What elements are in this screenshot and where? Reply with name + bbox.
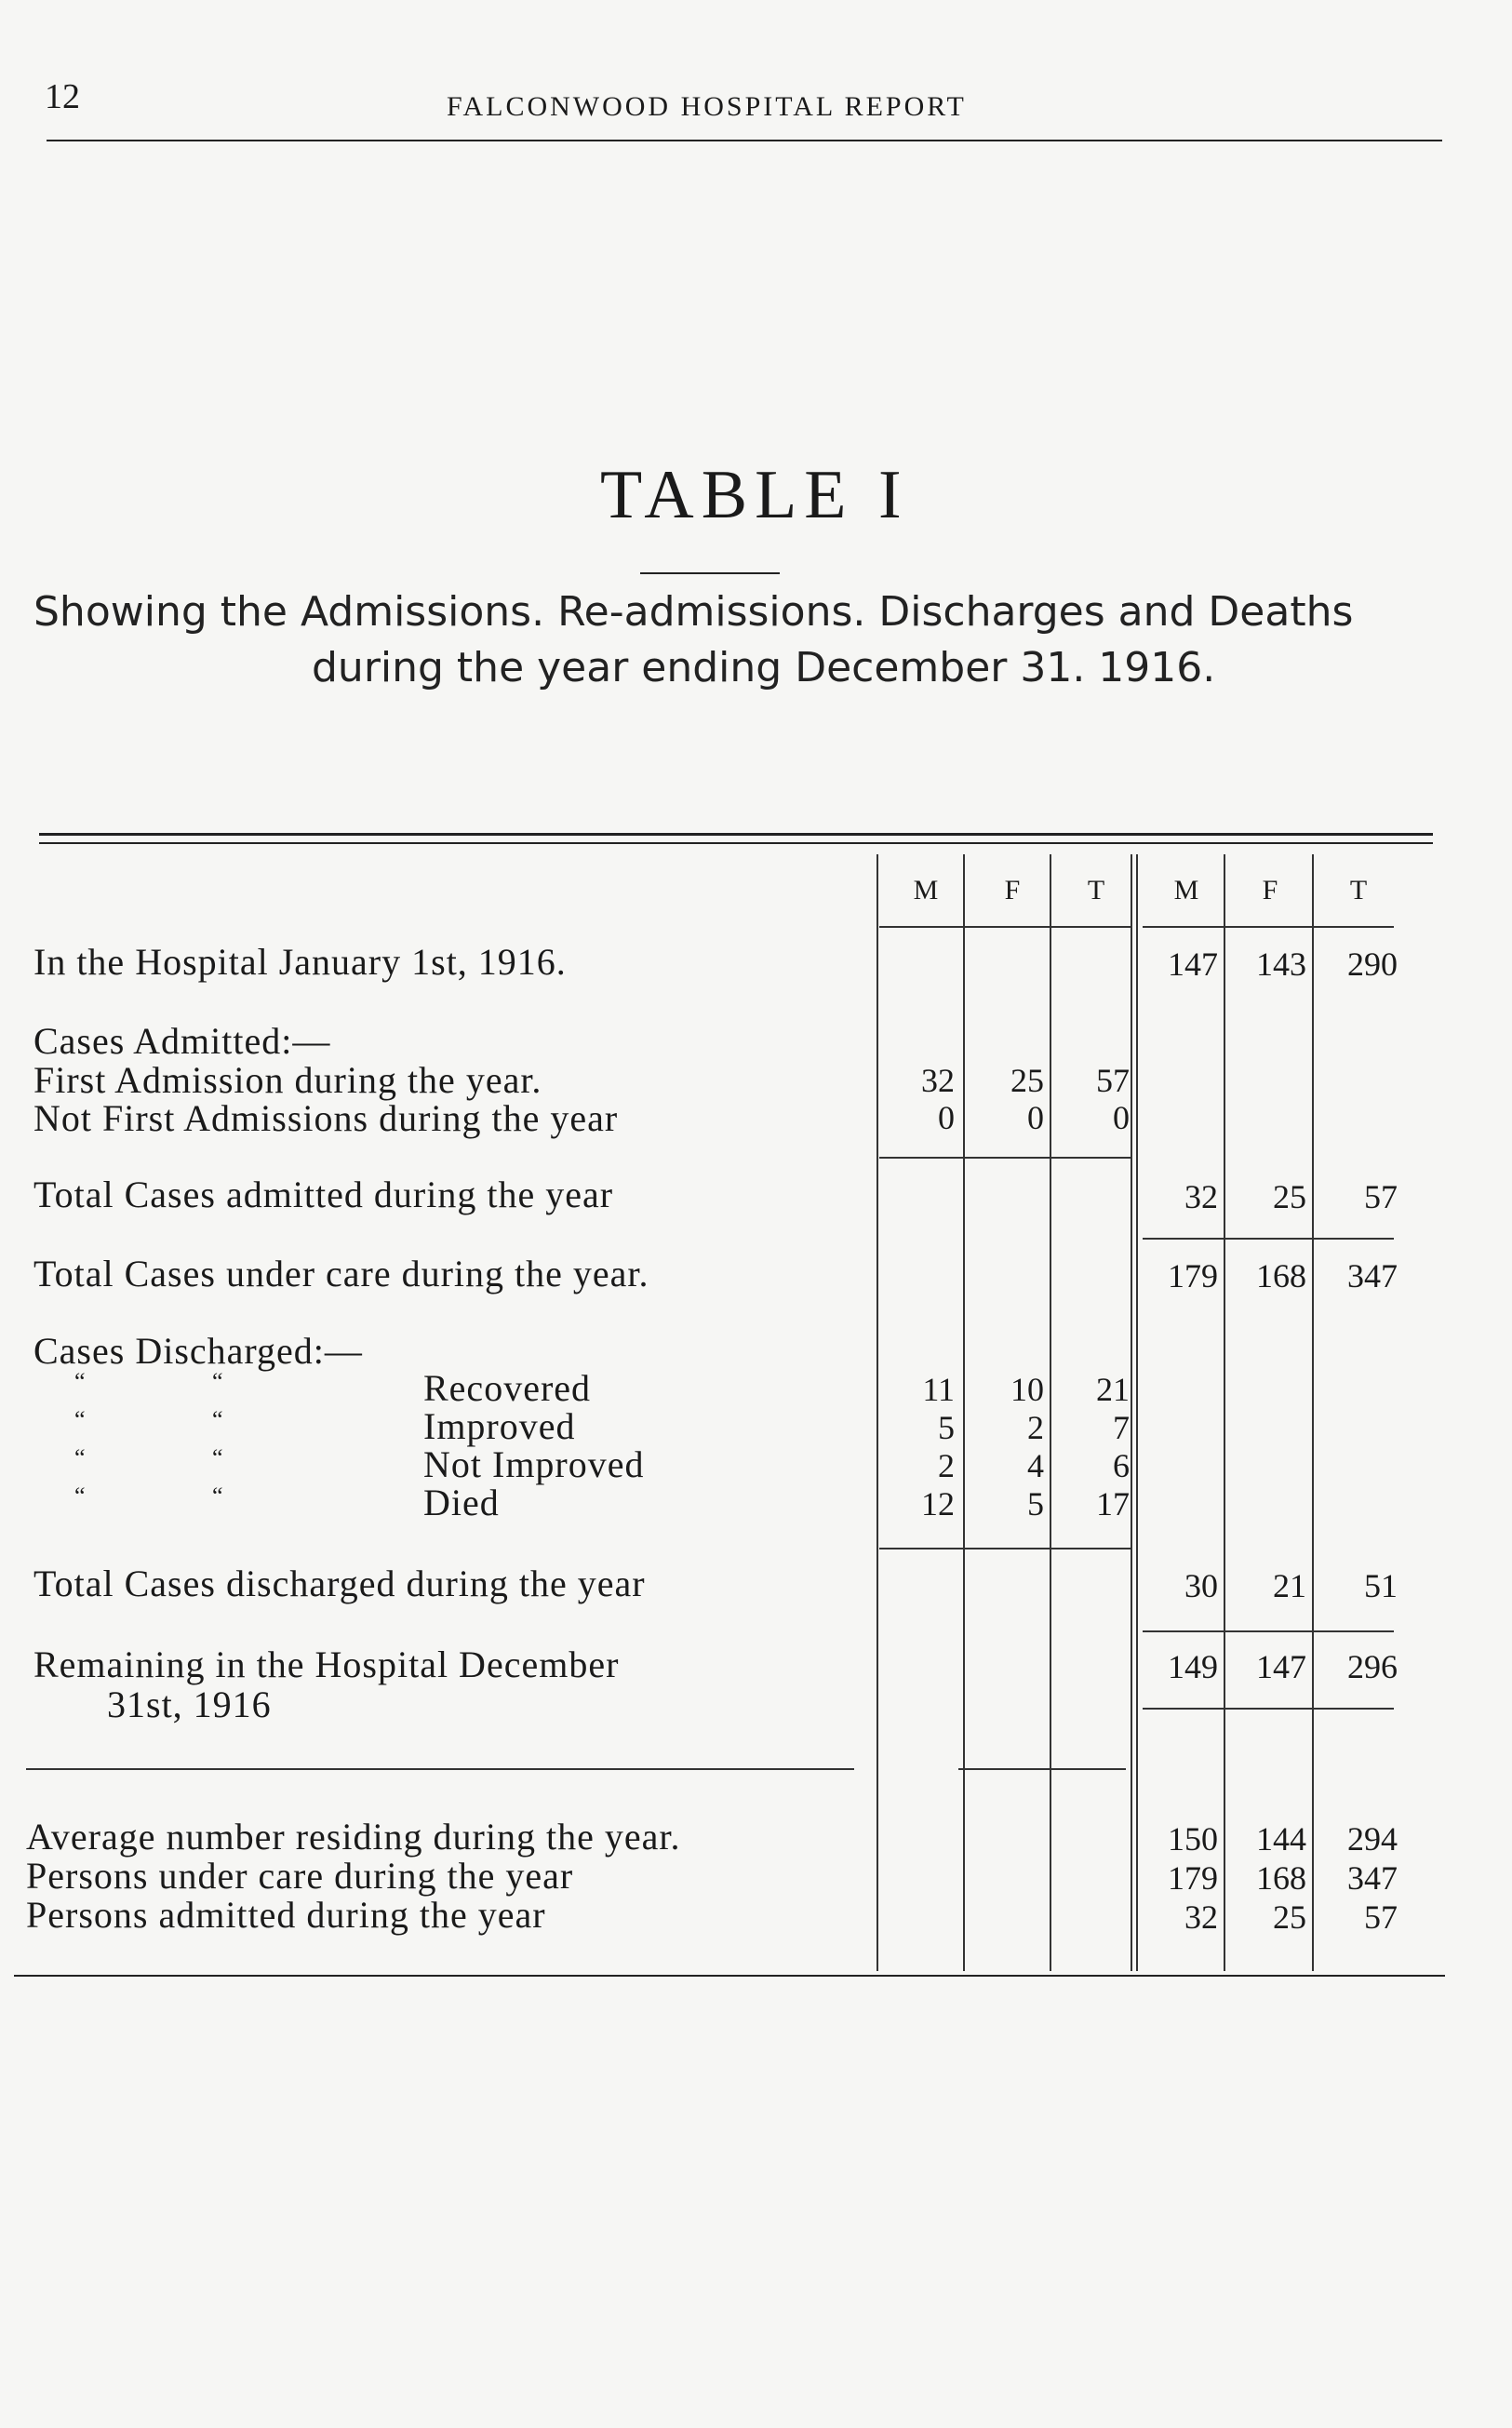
divider-averages-sub xyxy=(958,1768,1126,1770)
divider-averages xyxy=(26,1768,854,1770)
cell-not-improved-t: 6 xyxy=(1113,1447,1130,1484)
running-title: FALCONWOOD HOSPITAL REPORT xyxy=(447,91,967,122)
sub-rule-admitted xyxy=(879,1157,1131,1159)
row-label-first-admission: First Admission during the year. xyxy=(33,1059,542,1101)
cell-persons-admitted-t: 57 xyxy=(1364,1898,1398,1936)
cell-improved-m: 5 xyxy=(938,1409,955,1446)
cell-improved-f: 2 xyxy=(1027,1409,1044,1446)
cell-recovered-m: 11 xyxy=(922,1371,955,1408)
table-top-rule-2 xyxy=(39,842,1433,844)
cell-under-care-f: 168 xyxy=(1256,1257,1306,1294)
cell-remaining-m: 149 xyxy=(1168,1648,1218,1685)
row-label-total-discharged: Total Cases discharged during the year xyxy=(33,1563,646,1604)
cell-not-first-f: 0 xyxy=(1027,1099,1044,1136)
col-rule-4b xyxy=(1136,854,1138,1971)
cell-total-admitted-m: 32 xyxy=(1184,1178,1218,1215)
subtitle-line-2: during the year ending December 31. 1916. xyxy=(312,644,1216,691)
cell-under-care-m: 179 xyxy=(1168,1257,1218,1294)
row-label-total-admitted: Total Cases admitted during the year xyxy=(33,1174,614,1215)
cell-in-hospital-f: 143 xyxy=(1256,946,1306,983)
subtitle-line-1: Showing the Admissions. Re-admissions. Discharges and Deaths xyxy=(33,588,1354,636)
cell-first-admission-t: 57 xyxy=(1096,1062,1130,1099)
col-head-sub-m: M xyxy=(913,875,939,905)
ditto-mark: “ xyxy=(212,1406,223,1433)
cell-improved-t: 7 xyxy=(1113,1409,1130,1446)
cell-average-m: 150 xyxy=(1168,1820,1218,1858)
ditto-mark: “ xyxy=(212,1368,223,1395)
ditto-mark: “ xyxy=(212,1482,223,1509)
cell-total-admitted-t: 57 xyxy=(1364,1178,1398,1215)
cell-recovered-t: 21 xyxy=(1096,1371,1130,1408)
cell-average-f: 144 xyxy=(1256,1820,1306,1858)
cell-under-care-t: 347 xyxy=(1347,1257,1398,1294)
ditto-mark: “ xyxy=(74,1368,86,1395)
cell-recovered-f: 10 xyxy=(1010,1371,1044,1408)
row-label-persons-admitted: Persons admitted during the year xyxy=(26,1894,546,1936)
total-rule-admitted xyxy=(1143,1238,1394,1240)
cell-discharged-t: 51 xyxy=(1364,1567,1398,1604)
row-label-remaining-date: 31st, 1916 xyxy=(107,1684,272,1725)
ditto-mark: “ xyxy=(74,1406,86,1433)
col-rule-4 xyxy=(1131,854,1132,1971)
cell-in-hospital-t: 290 xyxy=(1347,946,1398,983)
cell-not-first-t: 0 xyxy=(1113,1099,1130,1136)
col-head-total-t: T xyxy=(1349,875,1368,905)
cell-remaining-t: 296 xyxy=(1347,1648,1398,1685)
cell-remaining-f: 147 xyxy=(1256,1648,1306,1685)
section-cases-admitted: Cases Admitted:— xyxy=(33,1020,331,1062)
cell-discharged-f: 21 xyxy=(1273,1567,1306,1604)
cell-first-admission-f: 25 xyxy=(1010,1062,1044,1099)
cell-average-t: 294 xyxy=(1347,1820,1398,1858)
col-rule-6 xyxy=(1312,854,1314,1971)
col-head-total-m: M xyxy=(1173,875,1199,905)
cell-died-m: 12 xyxy=(921,1485,955,1523)
cell-persons-admitted-f: 25 xyxy=(1273,1898,1306,1936)
cell-in-hospital-m: 147 xyxy=(1168,946,1218,983)
cell-not-improved-f: 4 xyxy=(1027,1447,1044,1484)
col-rule-5 xyxy=(1224,854,1225,1971)
cell-died-f: 5 xyxy=(1027,1485,1044,1523)
cell-not-improved-m: 2 xyxy=(938,1447,955,1484)
ditto-mark: “ xyxy=(212,1444,223,1471)
ditto-mark: “ xyxy=(74,1482,86,1509)
row-label-not-improved: Not Improved xyxy=(423,1443,645,1485)
cell-total-admitted-f: 25 xyxy=(1273,1178,1306,1215)
col-rule-2 xyxy=(963,854,965,1971)
page-number: 12 xyxy=(45,77,80,116)
sub-rule-discharged xyxy=(879,1548,1131,1549)
row-label-total-under-care: Total Cases under care during the year. xyxy=(33,1253,649,1294)
row-label-died: Died xyxy=(423,1482,500,1523)
col-rule-1 xyxy=(876,854,878,1971)
cell-persons-care-t: 347 xyxy=(1347,1859,1398,1897)
cell-persons-admitted-m: 32 xyxy=(1184,1898,1218,1936)
cell-first-admission-m: 32 xyxy=(921,1062,955,1099)
table-title: TABLE I xyxy=(600,457,909,533)
ditto-mark: “ xyxy=(74,1444,86,1471)
header-rule xyxy=(47,140,1442,141)
table-top-rule xyxy=(39,833,1433,836)
col-head-sub-t: T xyxy=(1087,875,1105,905)
cell-discharged-m: 30 xyxy=(1184,1567,1218,1604)
row-label-average: Average number residing during the year. xyxy=(26,1816,681,1858)
row-label-remaining: Remaining in the Hospital December xyxy=(33,1643,620,1685)
cell-died-t: 17 xyxy=(1096,1485,1130,1523)
row-label-in-hospital: In the Hospital January 1st, 1916. xyxy=(33,941,567,983)
cell-persons-care-m: 179 xyxy=(1168,1859,1218,1897)
row-label-not-first: Not First Admissions during the year xyxy=(33,1097,619,1139)
col-head-total-f: F xyxy=(1262,875,1278,905)
section-cases-discharged: Cases Discharged:— xyxy=(33,1330,363,1372)
col-head-rule-left xyxy=(879,926,1131,928)
col-rule-3 xyxy=(1050,854,1051,1971)
total-rule-discharged xyxy=(1143,1630,1394,1632)
row-label-recovered: Recovered xyxy=(423,1367,592,1409)
table-bottom-rule xyxy=(14,1975,1445,1977)
cell-persons-care-f: 168 xyxy=(1256,1859,1306,1897)
row-label-improved: Improved xyxy=(423,1405,576,1447)
total-rule-remaining xyxy=(1143,1708,1394,1710)
row-label-persons-care: Persons under care during the year xyxy=(26,1855,574,1897)
cell-not-first-m: 0 xyxy=(938,1099,955,1136)
col-head-sub-f: F xyxy=(1004,875,1021,905)
col-head-rule-right xyxy=(1143,926,1394,928)
title-underline xyxy=(640,572,780,574)
